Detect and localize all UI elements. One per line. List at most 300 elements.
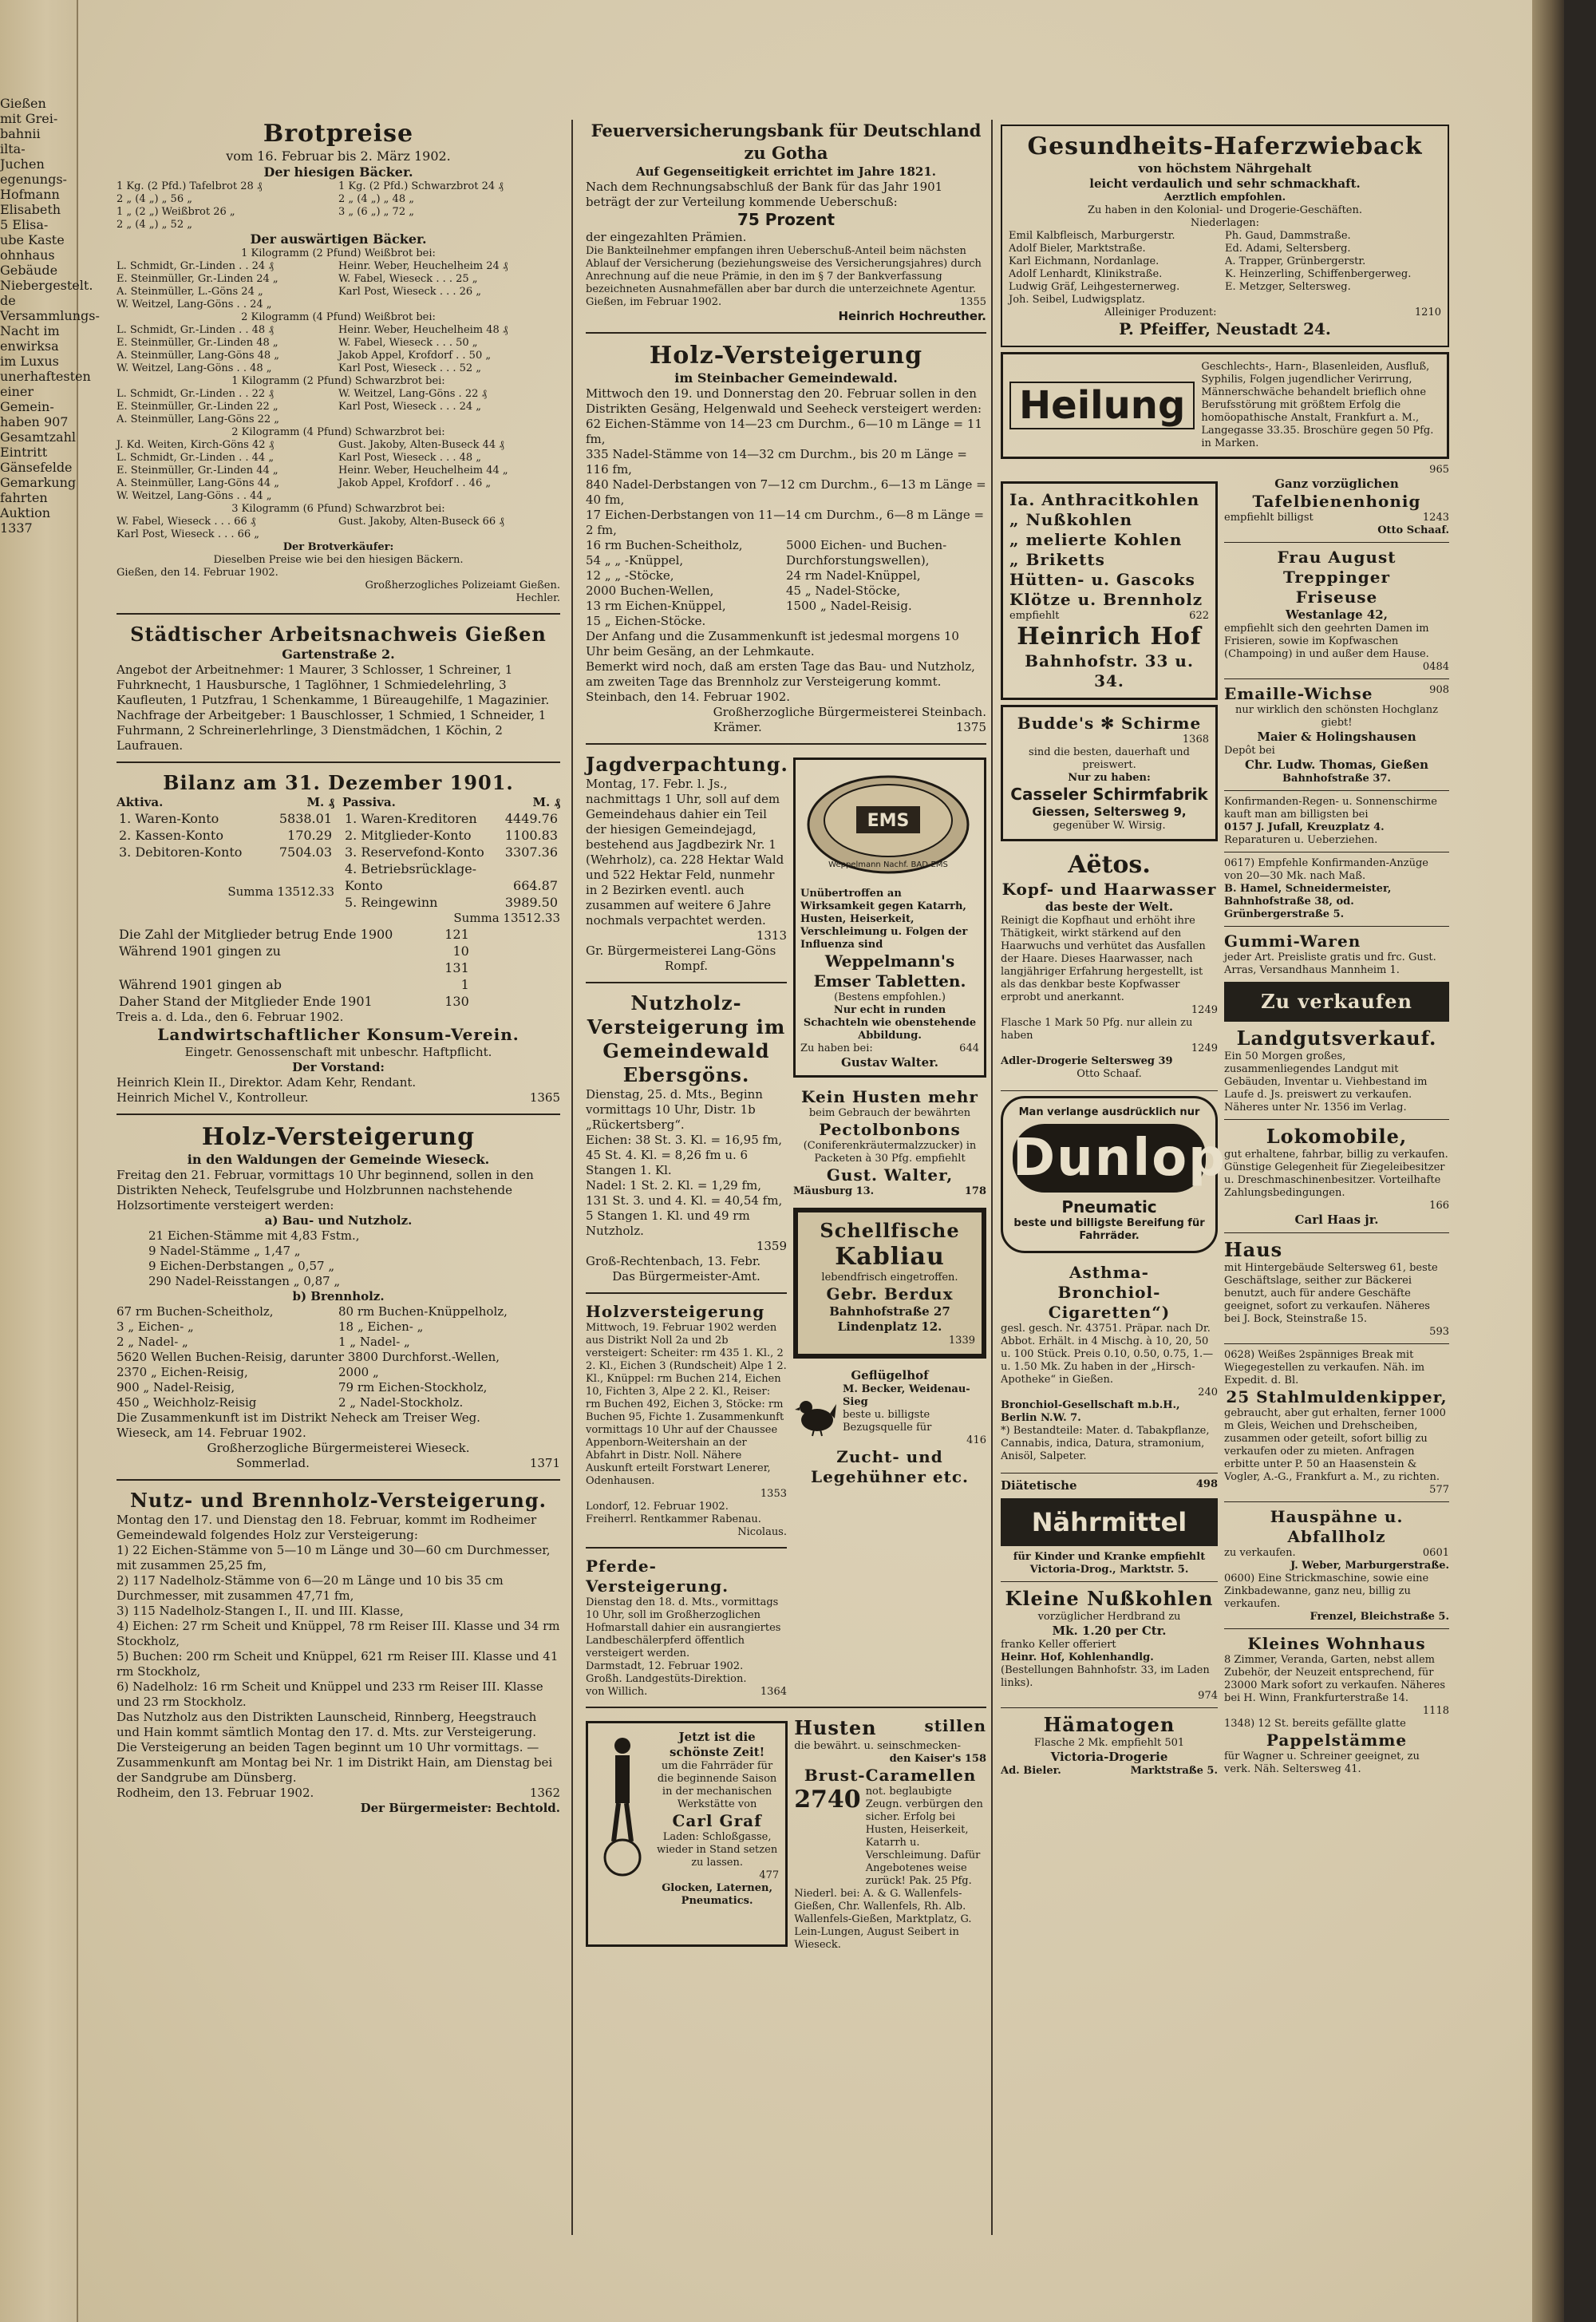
- fisch-text: lebendfrisch eingetroffen.: [821, 1272, 958, 1284]
- hafer-text: Zu haben in den Kolonial- und Drogerie-Geschäften.: [1087, 204, 1363, 216]
- kein-subtitle: (Coniferenkräutermalzzucker) in Packeten à 30 Pfg. empfiehlt: [803, 1140, 977, 1165]
- naehr-subtitle: für Kinder und Kranke empfiehlt: [1013, 1551, 1206, 1563]
- binding-fragment-line: Gießen: [0, 96, 46, 111]
- konsum-names: Heinrich Klein II., Direktor. Adam Kehr, Rendant.: [117, 1075, 417, 1090]
- budde-address-2: gegenüber W. Wirsig.: [1053, 820, 1166, 832]
- holz2-place: Steinbach, den 14. Februar 1902.: [586, 690, 791, 704]
- naehr-dealer: Victoria-Drog., Marktstr. 5.: [1029, 1564, 1189, 1576]
- arbeitsnachweis-angebot: Angebot der Arbeitnehmer: 1 Maurer, 3 Schlosser, 1 Schreiner, 1 Fuhrknecht, 1 Hausbursche, 1 Taglöhner, 1 Schmiedelehrling, 3 Kaufleuten, 1 Putzfrau, 1 Schenkamme, 1 Büreaugehilfe, 1 Magazinier.: [117, 663, 550, 707]
- brot-s3-line-cell: W. Fabel, Wieseck . . . 66 ₰: [117, 516, 256, 528]
- budde-ad: [1001, 705, 1218, 841]
- brot-s2-line-cell: A. Steinmüller, Lang-Göns 44 „: [117, 477, 280, 489]
- haem-dealer: Victoria-Drogerie: [1050, 1750, 1168, 1764]
- brot-price-line-cell: 3 „ (6 „) „ 72 „: [338, 206, 414, 218]
- holz1-b-row: [117, 1319, 560, 1335]
- feuer-text: Nach dem Rechnungsabschluß der Bank für das Jahr 1901 beträgt der zur Verteilung kommende Ueberschuß:: [586, 180, 943, 209]
- nutz-item: 1) 22 Eichen-Stämme von 5—10 m Länge und 30—60 cm Durchmesser, mit zusammen 25,25 fm,: [117, 1543, 551, 1572]
- ems-tin-label: EMS: [867, 811, 910, 831]
- col2-right: [793, 753, 986, 1699]
- col3-split: [1001, 477, 1449, 1778]
- brot-s1-line-cell: E. Steinmüller, Gr.-Linden 22 „: [117, 401, 279, 413]
- ems-dealer: Gustav Walter.: [841, 1055, 938, 1070]
- holz1-meeting: Die Zusammenkunft ist im Distrikt Neheck am Treiser Weg.: [117, 1410, 480, 1425]
- diaet-label: Diätetische: [1001, 1478, 1077, 1493]
- konf-nr: 0157: [1224, 821, 1254, 833]
- brot-s2-line-cell: Karl Post, Wieseck . . . 48 „: [338, 452, 482, 464]
- holz1-b-row: 5620 Wellen Buchen-Reisig, darunter 3800 Durchforst.-Wellen,: [117, 1350, 500, 1364]
- bilanz-mitglieder-row-cell: 1: [460, 977, 469, 992]
- brot-verkaeufer-label: Der Brotverkäufer:: [282, 541, 394, 553]
- holz2-grid-row-cell: 5000 Eichen- und Buchen-: [786, 538, 947, 552]
- stahl-nr: 577: [1429, 1484, 1449, 1496]
- bilanz-aktiva-row: [117, 827, 334, 844]
- holz2-subtitle: im Steinbacher Gemeindewald.: [674, 370, 898, 386]
- brot-s3-line: Karl Post, Wieseck . . . 66 „: [117, 528, 260, 540]
- bilanz-place: Treis a. d. Lda., den 6. Februar 1902.: [117, 1010, 344, 1024]
- holz1-signature: Sommerlad.: [236, 1456, 310, 1470]
- brot-weissbrot2-label: 2 Kilogramm (4 Pfund) Weißbrot bei:: [241, 311, 436, 323]
- holz2-grid-row: [586, 599, 986, 614]
- frau-nr: 0484: [1422, 661, 1449, 673]
- nutz-item: 5) Buchen: 200 rm Scheit und Knüppel, 621 rm Reiser III. Klasse und 41 rm Stockholz,: [117, 1649, 559, 1679]
- nutz2-title: Nutzholz-Versteigerung im Gemeindewald Ebersgöns.: [587, 991, 786, 1086]
- brotpreise-auswaertig: Der auswärtigen Bäcker.: [250, 231, 427, 247]
- bilanz-aktiva-row-cell: 7504.03: [279, 845, 332, 860]
- holz2-grid-row: [586, 583, 986, 599]
- column-1: [117, 120, 560, 1816]
- holz2-grid-row-cell: 1500 „ Nadel-Reisig.: [786, 599, 912, 613]
- husten-title-right: stillen: [924, 1716, 986, 1735]
- bilanz-currency: M. ₰: [532, 795, 560, 809]
- emaille-title: Emaille-Wichse: [1224, 684, 1373, 703]
- hafer-dealer-row-cell: Ed. Adami, Seltersberg.: [1225, 243, 1351, 255]
- bilanz-passiva-row-cell: 3. Reservefond-Konto: [345, 845, 484, 860]
- brot-s2-line-cell: Heinr. Weber, Heuchelheim 44 „: [338, 465, 508, 477]
- jagd-text: Montag, 17. Febr. l. Js., nachmittags 1 Uhr, soll auf dem Gemeindehaus dahier ein Teil der hiesigen Gemeindejagd, bestehend aus Jagdbezirk Nr. 1 (Wehrholz), ca. 228 Hektar Wald und 522 Hektar Feld, nunmehr in 2 Bezirken eventl. auch zusammen auf weitere 6 Jahre nochmals verpachtet werden.: [586, 777, 784, 928]
- aetos-subtitle-2: das beste der Welt.: [1045, 900, 1174, 914]
- bilanz-mitglieder-row: [117, 943, 472, 959]
- holz2-text: Mittwoch den 19. und Donnerstag den 20. Februar sollen in den Distrikten Gesäng, Helgenwald und Seeheck versteigert werden:: [586, 386, 982, 416]
- bilanz-aktiva-row: [117, 844, 334, 860]
- honig-title: Ganz vorzüglichen: [1274, 477, 1399, 491]
- brot-w2-line-cell: E. Steinmüller, Gr.-Linden 48 „: [117, 337, 279, 349]
- holz2-signature: Krämer.: [713, 720, 762, 734]
- brotpreise-hiesige-list: [117, 180, 560, 231]
- budde-name: Casseler Schirmfabrik: [1010, 785, 1208, 804]
- bilanz-mitglieder-row-cell: Während 1901 gingen zu: [119, 943, 281, 959]
- nuss-text-3: (Bestellungen Bahnhofstr. 33, im Laden links).: [1001, 1664, 1210, 1689]
- honig-text: empfiehlt billigst: [1224, 512, 1314, 524]
- holzv-authority: Freiherrl. Rentkammer Rabenau.: [586, 1513, 761, 1525]
- bilanz-passiva-row-cell: Konto: [345, 878, 383, 893]
- brot-s2-line: [117, 439, 560, 452]
- jagd-authority: Gr. Bürgermeisterei Lang-Göns: [586, 943, 776, 958]
- hafer-dealer-row: [1009, 255, 1441, 268]
- pferde-signature: von Willich.: [586, 1686, 648, 1698]
- gefl-nr: 416: [966, 1434, 986, 1446]
- bilanz-mitglieder-row-cell: 130: [444, 994, 469, 1009]
- brot-price-line-cell: 2 „ (4 „) „ 48 „: [338, 193, 414, 205]
- pferde-authority: Großh. Landgestüts-Direktion.: [586, 1673, 747, 1685]
- brot-schwarz3-list: [117, 516, 560, 541]
- heil-text: Geschlechts-, Harn-, Blasenleiden, Ausfluß, Syphilis, Folgen jugendlicher Verirrung, Männerschwäche behandelt brieflich ohne Berufsstörung mit größtem Erfolg die homöopathische Anstalt, Frankfurt a. M., Langegasse 33.35. Broschüre gegen 50 Pfg. in Marken.: [1201, 361, 1434, 449]
- konsum-title: Landwirtschaftlicher Konsum-Verein.: [157, 1025, 519, 1044]
- husten-product: Brust-Caramellen: [804, 1766, 977, 1785]
- jagd-title: Jagdverpachtung.: [586, 753, 788, 776]
- nutz-item: 3) 115 Nadelholz-Stangen I., II. und III. Klasse,: [117, 1604, 404, 1618]
- nutz-title: Nutz- und Brennholz-Versteigerung.: [129, 1489, 547, 1512]
- klein-text: 8 Zimmer, Veranda, Garten, nebst allem Zubehör, der Neuzeit entsprechend, für 23000 Mark sofort zu verkaufen. Näheres bei H. Winn, Frankfurterstraße 14.: [1224, 1654, 1445, 1704]
- brot-w1-line: [117, 286, 560, 299]
- binding-fragment-line: Juchen: [0, 156, 45, 172]
- aetos-ad: [1001, 846, 1218, 1086]
- husten-caramellen-ad: [794, 1716, 986, 1952]
- hafer-aerztlich: Aerztlich empfohlen.: [1163, 192, 1286, 204]
- haem-text: Flasche 2 Mk. empfiehlt 501: [1033, 1737, 1185, 1749]
- hafer-subtitle: von höchstem Nährgehalt: [1138, 161, 1312, 176]
- bilanz-mitglieder-row-cell: Während 1901 gingen ab: [119, 977, 282, 992]
- bilanz-passiva-row-cell: 3307.36: [504, 845, 558, 860]
- nutz-place: Rodheim, den 13. Februar 1902.: [117, 1786, 314, 1800]
- holz1-nr: 1371: [529, 1456, 560, 1470]
- brot-s2-line-cell: Jakob Appel, Krofdorf . . 46 „: [338, 477, 492, 489]
- holz1-place: Wieseck, am 14. Februar 1902.: [117, 1426, 306, 1440]
- holz1-a-row: 9 Eichen-Derbstangen „ 0,57 „: [148, 1259, 335, 1273]
- nutz2-text: Dienstag, 25. d. Mts., Beginn vormittags 10 Uhr, Distr. 1b „Rückertsberg“.: [586, 1087, 763, 1132]
- brot-verkaeufer-text: Dieselben Preise wie bei den hiesigen Bäckern.: [213, 554, 464, 566]
- hafer-dealer-row: [1009, 243, 1441, 255]
- gummi-title: Gummi-Waren: [1224, 932, 1361, 951]
- gefl-text: beste u. billigste Bezugsquelle für: [843, 1409, 932, 1434]
- haem-name: Ad. Bieler.: [1001, 1765, 1061, 1777]
- column-3: [1001, 120, 1449, 1778]
- binding-fragment-line: Niebergestelt.: [0, 278, 93, 293]
- bilanz-passiva-row-cell: 1100.83: [504, 828, 558, 843]
- holz1-b-row-cell: 2 „ Nadel-Stockholz.: [338, 1395, 464, 1410]
- haus-text: mit Hintergebäude Seltersweg 61, beste Geschäftslage, seither zur Bäckerei benutzt, auch für andere Geschäfte geeignet, sofort zu verkaufen. Näheres bei J. Bock, Steinstraße 15.: [1224, 1262, 1438, 1325]
- konf-name: J. Jufall, Kreuzplatz 4.: [1256, 821, 1385, 833]
- brot-s3-line: [117, 516, 560, 528]
- hahn-text: zu verkaufen.: [1224, 1547, 1296, 1559]
- hafer-title: Gesundheits-Haferzwieback: [1027, 133, 1423, 160]
- arbeitsnachweis-nachfrage: Nachfrage der Arbeitgeber: 1 Bauschlosser, 1 Schmied, 1 Schneider, 1 Fuhrmann, 2 Schreinerlehrlinge, 3 Dienstmädchen, 1 Köchin, 2 Laufrauen.: [117, 708, 547, 753]
- holz2-grid-row: 15 „ Eichen-Stöcke.: [586, 614, 706, 628]
- frau-title: Frau August Treppinger: [1277, 548, 1396, 587]
- holz2-grid-row-cell: 12 „ „ -Stöcke,: [586, 568, 674, 583]
- fisch-title-2: Kabliau: [835, 1243, 945, 1271]
- graf-text: um die Fahrräder für die beginnende Saison in der mechanischen Werkstätte von: [657, 1760, 777, 1810]
- ems-note: Nur echt in runden Schachteln wie obenstehende Abbildung.: [803, 1004, 977, 1042]
- brot-w1-line-cell: W. Fabel, Wieseck . . . 25 „: [338, 273, 478, 285]
- nuss-text-2: franko Keller offeriert: [1001, 1639, 1116, 1651]
- col2-bottom: [586, 1716, 986, 1952]
- page-edge: [1532, 0, 1564, 2322]
- kein-address: Mäusburg 13.: [793, 1185, 875, 1197]
- pferde-title: Pferde-Versteigerung.: [586, 1557, 729, 1596]
- holz1-text: Freitag den 21. Februar, vormittags 10 Uhr beginnend, sollen in den Distrikten Neheck, Teufelsgrube und Holzbrunnen nachstehende Holzsortimente versteigert werden:: [117, 1168, 534, 1212]
- bilanz-passiva-row: [342, 877, 560, 894]
- stahl-title: 25 Stahlmuldenkipper,: [1226, 1387, 1448, 1406]
- ems-nr: 644: [959, 1042, 979, 1054]
- holz2-grid-row: [586, 568, 986, 583]
- bilanz-table: [117, 795, 560, 926]
- budde-nr: 1368: [1182, 734, 1209, 746]
- stahl-text: gebraucht, aber gut erhalten, ferner 1000 m Gleis, Weichen und Drehscheiben, zusammen oder geteilt, sofort billig zu verkaufen oder zu mieten. Anfragen erbitte unter P. 50 an Haasenstein & Vogler, A.-G., Frankfurt a. M., zu richten.: [1224, 1407, 1446, 1483]
- nuss-dealer: Heinr. Hof, Kohlenhandlg.: [1001, 1652, 1154, 1663]
- honig-dealer: Otto Schaaf.: [1377, 524, 1449, 536]
- bilanz-aktiva-row-cell: 3. Debitoren-Konto: [119, 845, 243, 860]
- binding-fragment-line: de: [0, 293, 16, 308]
- emaille-text: nur wirklich den schönsten Hochglanz giebt!: [1235, 704, 1438, 729]
- naehr-title: Nährmittel: [1001, 1498, 1218, 1546]
- brot-s1-line-cell: L. Schmidt, Gr.-Linden . . 22 ₰: [117, 388, 274, 400]
- binding-fragment-line: einer Gemein-: [0, 384, 54, 414]
- holz1-b-row-cell: 2 „ Nadel- „: [117, 1335, 188, 1349]
- asthma-ad: [1001, 1258, 1218, 1468]
- bilanz-mitglieder-row-cell: 10: [452, 943, 469, 959]
- nutz-text-3: Die Versteigerung an beiden Tagen beginnt um 10 Uhr vormittags. — Zusammenkunft am Montag bei Nr. 1 im Distrikt Hain, am Dienstag bei der Sandgrube am Dünsberg.: [117, 1740, 553, 1785]
- anthracit-line: „ melierte Kohlen: [1009, 530, 1183, 549]
- brot-w1-line-cell: E. Steinmüller, Gr.-Linden 24 „: [117, 273, 279, 285]
- bilanz-passiva-row-cell: [498, 860, 560, 877]
- klein-nr: 1118: [1422, 1705, 1449, 1717]
- holz1-b-row-cell: 1 „ Nadel- „: [338, 1335, 410, 1349]
- bilanz-passiva-row-cell: 1. Waren-Kreditoren: [345, 811, 477, 826]
- brot-s1-line: A. Steinmüller, Lang-Göns 22 „: [117, 413, 280, 425]
- brot-w1-line-cell: Karl Post, Wieseck . . . 26 „: [338, 286, 482, 298]
- budde-only: Nur zu haben:: [1068, 772, 1151, 784]
- aetos-dealer: Adler-Drogerie Seltersweg 39: [1001, 1055, 1173, 1067]
- bilanz-passiva-row-cell: 4449.76: [504, 811, 558, 826]
- bilanz-mitglieder: [117, 926, 472, 1010]
- hafer-dealer-row-cell: A. Trapper, Grünbergerstr.: [1225, 255, 1366, 267]
- holz2-authority: Großherzogliche Bürgermeisterei Steinbach.: [713, 705, 986, 719]
- holz2-title: Holz-Versteigerung: [649, 342, 923, 370]
- husten-number-text: not. beglaubigte Zeugn. verbürgen den sicher. Erfolg bei Husten, Heiserkeit, Katarrh u. Verschleimung. Dafür Angebotenes weise zurück! Pak. 25 Pfg.: [865, 1786, 983, 1887]
- binding-fragment-line: im Luxus: [0, 354, 59, 369]
- bilanz-aktiva-header: Aktiva.: [117, 795, 164, 809]
- bilanz-mitglieder-row: [117, 959, 472, 976]
- holz2-row: 17 Eichen-Derbstangen von 11—14 cm Durchm., 6—8 m Länge = 2 fm,: [586, 508, 985, 537]
- gummi-text: jeder Art. Preisliste gratis und frc. Gust. Arras, Versandhaus Mannheim 1.: [1224, 951, 1436, 976]
- brot-price-line: [117, 206, 560, 219]
- bilanz-mitglieder-row: [117, 926, 472, 943]
- weiss-text: 0628) Weißes 2spänniges Break mit Wiegegestellen zu verkaufen. Näh. im Expedit. d. Bl.: [1224, 1349, 1425, 1386]
- col3-left: [1001, 477, 1227, 1778]
- bilanz-mitglieder-row-cell: Daher Stand der Mitglieder Ende 1901: [119, 994, 373, 1009]
- emaille-nr: 908: [1429, 684, 1449, 696]
- bilanz-mitglieder-row-cell: 131: [444, 960, 469, 975]
- hahn-nr: 0601: [1422, 1547, 1449, 1559]
- hahn-dealer: J. Weber, Marburgerstraße.: [1290, 1560, 1449, 1572]
- bilanz-passiva-row-cell: 3989.50: [504, 895, 558, 910]
- kein-text: beim Gebrauch der bewährten: [808, 1107, 971, 1119]
- holz1-b-row: [117, 1365, 560, 1380]
- aetos-subtitle: Kopf- und Haarwasser: [1001, 880, 1217, 899]
- kein-nr: 178: [964, 1185, 986, 1197]
- holz1-subtitle: in den Waldungen der Gemeinde Wieseck.: [187, 1152, 490, 1167]
- holzv-place: Londorf, 12. Februar 1902.: [586, 1501, 729, 1513]
- binding-fragment-line: mit Grei-: [0, 111, 58, 126]
- ems-text: Unübertroffen an Wirksamkeit gegen Katarrh, Husten, Heiserkeit, Verschleimung u. Folgen der Influenza sind: [800, 888, 968, 951]
- brot-w2-line-cell: W. Fabel, Wieseck . . . 50 „: [338, 337, 478, 349]
- binding-fragment-line: Elisabeth: [0, 202, 61, 217]
- brot-w2-line-cell: Karl Post, Wieseck . . . 52 „: [338, 362, 482, 374]
- nutz2-authority: Das Bürgermeister-Amt.: [612, 1269, 760, 1284]
- brot-w2-line-cell: L. Schmidt, Gr.-Linden . . 48 ₰: [117, 324, 274, 336]
- binding-fragment-line: Versammlungs-: [0, 308, 100, 323]
- ems-where: Zu haben bei:: [800, 1042, 873, 1054]
- bilanz-aktiva-row-cell: 2. Kassen-Konto: [119, 828, 223, 843]
- ems-ad: [793, 758, 986, 1078]
- graf-name: Carl Graf: [672, 1811, 762, 1830]
- husten-dealers: Niederl. bei: A. & G. Wallenfels-Gießen, Chr. Wallenfels, Rh. Alb. Wallenfels-Gießen, Marktplatz, G. Lein-Lungen, August Seibert in Wieseck.: [794, 1888, 972, 1951]
- binding-fragment-line: Gemarkung: [0, 475, 77, 490]
- hafer-dealer-row: Joh. Seibel, Ludwigsplatz.: [1009, 294, 1145, 306]
- hafer-dealers: [1009, 230, 1441, 307]
- holz1-b-row-cell: 67 rm Buchen-Scheitholz,: [117, 1304, 274, 1319]
- brot-signature: Hechler.: [516, 592, 560, 604]
- cyclist-icon: [595, 1730, 650, 1881]
- holz1-section-b-rows: [117, 1304, 560, 1410]
- hafer-name: P. Pfeiffer, Neustadt 24.: [1119, 319, 1331, 338]
- frau-subtitle: Friseuse: [1295, 587, 1378, 607]
- hafer-dealer-row-cell: K. Heinzerling, Schiffenbergerweg.: [1225, 268, 1412, 280]
- brotpreise-date: vom 16. Februar bis 2. März 1902.: [226, 148, 451, 164]
- honig-nr: 1243: [1422, 512, 1449, 524]
- brot-s2-line: [117, 477, 560, 490]
- brot-w2-line: [117, 324, 560, 337]
- nutz-items: [117, 1543, 560, 1710]
- brot-s1-line-cell: Karl Post, Wieseck . . . 24 „: [338, 401, 482, 413]
- feuer-text-2: der eingezahlten Prämien.: [586, 230, 747, 244]
- holz2-row: 62 Eichen-Stämme von 14—23 cm Durchm., 6—10 m Länge = 11 fm,: [586, 417, 982, 446]
- brot-price-line-cell: 2 „ (4 „) „ 56 „: [117, 193, 192, 205]
- haem-address: Marktstraße 5.: [1130, 1765, 1218, 1777]
- husten-text: die bewährt. u. seinschmecken-: [794, 1740, 961, 1752]
- binding-fragment-line: ohnhaus: [0, 247, 55, 263]
- brotpreise-hiesige: Der hiesigen Bäcker.: [263, 164, 413, 180]
- feuer-subtitle: Auf Gegenseitigkeit errichtet im Jahre 1821.: [636, 164, 936, 179]
- brot-w1-line: [117, 273, 560, 286]
- holz1-b-row-cell: 450 „ Weichholz-Reisig: [117, 1395, 257, 1410]
- lok-nr: 166: [1429, 1200, 1449, 1212]
- binding-fragment-line: haben 907: [0, 414, 69, 429]
- hafer-nr: 1210: [1414, 307, 1441, 318]
- husten-title: Husten: [794, 1716, 877, 1739]
- brot-s2-line-cell: J. Kd. Weiten, Kirch-Göns 42 ₰: [117, 439, 275, 451]
- holzv-signature: Nicolaus.: [737, 1526, 787, 1538]
- anthracit-line: „ Briketts: [1009, 550, 1105, 569]
- bilanz-mitglieder-row-cell: 121: [444, 927, 469, 942]
- holz2-grid-row-cell: Durchforstungswellen),: [786, 553, 930, 568]
- brot-s1-line-cell: W. Weitzel, Lang-Göns . 22 ₰: [338, 388, 487, 400]
- konf-text: Konfirmanden-Regen- u. Sonnenschirme kauft man am billigsten bei: [1224, 796, 1437, 821]
- dunlop-top: Man verlange ausdrücklich nur: [1018, 1106, 1200, 1118]
- asthma-maker: Bronchiol-Gesellschaft m.b.H., Berlin N.W. 7.: [1001, 1399, 1180, 1424]
- brot-w2-line-cell: Heinr. Weber, Heuchelheim 48 ₰: [338, 324, 508, 336]
- fisch-title: Schellfische: [820, 1219, 960, 1242]
- brot-s2-line-cell: Gust. Jakoby, Alten-Buseck 44 ₰: [338, 439, 504, 451]
- binding-fragment-line: Hofmann: [0, 187, 60, 202]
- husten-text-right: den Kaiser's 158: [889, 1753, 986, 1765]
- holz1-b-row-cell: 900 „ Nadel-Reisig,: [117, 1380, 235, 1394]
- brot-schwarz1-label: 1 Kilogramm (2 Pfund) Schwarzbrot bei:: [231, 375, 445, 387]
- aetos-price: Flasche 1 Mark 50 Pfg. nur allein zu haben: [1001, 1017, 1193, 1042]
- brot-price-line-cell: 1 „ (2 „) Weißbrot 26 „: [117, 206, 235, 218]
- hafer-niederlagen: Niederlagen:: [1190, 217, 1260, 229]
- asthma-nr: 240: [1198, 1386, 1218, 1398]
- anthracit-line: Klötze u. Brennholz: [1009, 590, 1203, 609]
- brot-w2-line: [117, 362, 560, 375]
- bilanz-title: Bilanz am 31. Dezember 1901.: [163, 771, 514, 794]
- bilanz-passiva-row: [342, 894, 560, 911]
- bilanz-mitglieder-row: [117, 976, 472, 993]
- binding-fragment-line: Gebäude: [0, 263, 58, 278]
- anthracit-lines: [1009, 490, 1209, 610]
- fisch-address-2: Lindenplatz 12.: [837, 1319, 942, 1334]
- nuss-price: Mk. 1.20 per Ctr.: [1052, 1624, 1167, 1638]
- nuss-nr: 974: [1198, 1690, 1218, 1702]
- hafer-ad: [1001, 125, 1449, 347]
- jagd-signature: Rompf.: [665, 959, 708, 973]
- anth-address: Bahnhofstr. 33 u. 34.: [1025, 651, 1194, 690]
- graf-nr: 477: [759, 1869, 780, 1881]
- strick-text: 0600) Eine Strickmaschine, sowie eine Zinkbadewanne, ganz neu, billig zu verkaufen.: [1224, 1572, 1429, 1610]
- bilanz-currency: M. ₰: [306, 795, 334, 809]
- column-rule: [991, 120, 993, 2235]
- anthracit-line: Hütten- u. Gascoks: [1009, 570, 1195, 589]
- col2-split: [586, 753, 986, 1699]
- diaet-nr: 498: [1195, 1478, 1218, 1490]
- feuer-nr: 1355: [959, 296, 986, 308]
- pferde-text: Dienstag den 18. d. Mts., vormittags 10 Uhr, soll im Großherzoglichen Hofmarstall dahier ein ausrangiertes Landbeschälerpferd öffentlich versteigert werden.: [586, 1596, 781, 1659]
- holz2-text-2: Der Anfang und die Zusammenkunft ist jedesmal morgens 10 Uhr beim Gesäng, an der Lehmkaute.: [586, 629, 959, 659]
- holzv-text: Mittwoch, 19. Februar 1902 werden aus Distrikt Noll 2a und 2b versteigert: Scheiter: rm 435 1. Kl., 2 2. Kl., Eichen 3 (Rundscheit) Alpe 1 2. Kl., Knüppel: rm Buchen 214, Eichen 10, Fichten 3, Alpe 2 2. Kl., Reiser: rm Buchen 492, Eichen 3, Stöcke: rm Buchen 95, Fichte 1. Zusammenkunft vormittags 10 Uhr auf der Chaussee Appenborn-Weitershain an der Abfahrt in Distr. Noll. Nähere Auskunft erteilt Forstwart Lenerer, Odenhausen.: [586, 1322, 787, 1487]
- dunlop-subtitle-2: beste und billigste Bereifung für Fahrräder.: [1013, 1217, 1205, 1242]
- binding-fragment-line: egenungs-: [0, 172, 67, 187]
- holz1-b-row: [117, 1395, 560, 1410]
- holz1-section-a: a) Bau- und Nutzholz.: [264, 1213, 413, 1228]
- holz1-b-row: [117, 1380, 560, 1395]
- bilanz-passiva-row-cell: 5. Reingewinn: [345, 895, 438, 910]
- brot-weissbrot1-list: [117, 260, 560, 311]
- graf-title: Jetzt ist die schönste Zeit!: [669, 1730, 765, 1759]
- feuer-signature: Heinrich Hochreuther.: [838, 309, 986, 323]
- pappel-name: Pappelstämme: [1266, 1731, 1408, 1750]
- brot-price-line: [117, 180, 560, 193]
- konsum-subtitle: Eingetr. Genossenschaft mit unbeschr. Haftpflicht.: [184, 1045, 492, 1059]
- holz2-row: 840 Nadel-Derbstangen von 7—12 cm Durchm., 6—13 m Länge = 40 fm,: [586, 477, 986, 507]
- holzv-nr: 1353: [760, 1488, 787, 1500]
- holz2-text-3: Bemerkt wird noch, daß am ersten Tage das Bau- und Nutzholz, am zweiten Tage das Brennholz zur Versteigerung kommt.: [586, 659, 975, 689]
- holz2-grid-row: [586, 538, 986, 553]
- kein-product: Pectolbonbons: [819, 1120, 961, 1139]
- brot-price-line: 2 „ (4 „) „ 52 „: [117, 219, 192, 231]
- ems-tablet-tin-icon: [800, 765, 976, 884]
- brot-schwarz2-label: 2 Kilogramm (4 Pfund) Schwarzbrot bei:: [231, 426, 445, 438]
- brot-weissbrot1-label: 1 Kilogramm (2 Pfund) Weißbrot bei:: [241, 247, 436, 259]
- fisch-nr: 1339: [948, 1335, 975, 1347]
- gefl-title: Geflügelhof: [851, 1368, 929, 1383]
- column-2: [586, 120, 986, 1952]
- brot-s3-line-cell: Gust. Jakoby, Alten-Buseck 66 ₰: [338, 516, 504, 528]
- binding-fragment-line: fahrten: [0, 490, 48, 505]
- asthma-title: Asthma-: [1069, 1263, 1149, 1282]
- verkaufen-banner: Zu verkaufen: [1224, 982, 1449, 1022]
- holz1-a-row: 21 Eichen-Stämme mit 4,83 Fstm.,: [148, 1228, 360, 1243]
- kein-dealer: Gust. Walter,: [826, 1165, 954, 1185]
